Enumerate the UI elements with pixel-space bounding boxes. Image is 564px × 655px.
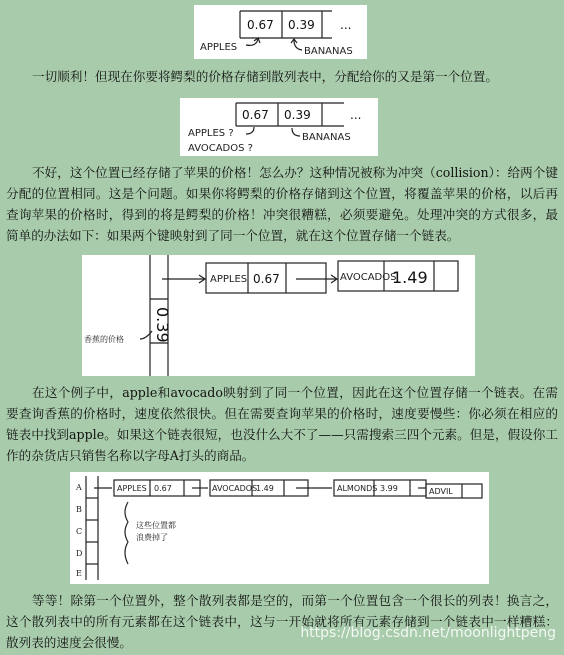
slot-value-1: 0.67 [242, 108, 269, 122]
row-label-d: D [76, 549, 83, 558]
figure-long-list [70, 472, 489, 584]
node3-key: ALMONDS [337, 484, 378, 493]
linked-list-diagram [82, 255, 475, 376]
hash-table-diagram-2 [180, 98, 378, 156]
paragraph-1: 一切顺利！但现在你要将鳄梨的价格存储到散列表中，分配给你的又是第一个位置。 [32, 69, 498, 84]
wasted-note-line1: 这些位置都 [136, 521, 176, 530]
slot-value-vertical: 0.39 [153, 307, 172, 343]
node1-key: APPLES [210, 274, 248, 285]
paragraph-3: 在这个例子中，apple和avocado映射到了同一个位置，因此在这个位置存储一个链表。在需要查询香蕉的价格时，速度依然很快。但在需要查询苹果的价格时，速度要慢些：你必须在相应的链表中找到apple。如果这个链表很短，也没什么大不了——只需搜索三四个元素。但是，假设你工作的杂货店只销售名称以字母A打头的商品。 [6, 385, 558, 463]
label-apples: APPLES ? [188, 128, 234, 139]
label-bananas: BANANAS [304, 46, 353, 57]
label-avocados: AVOCADOS ? [188, 143, 253, 154]
wasted-note-line2: 浪费掉了 [136, 533, 168, 542]
node2-key: AVOCADOS [212, 484, 258, 493]
watermark: https://blog.csdn.net/moonlightpeng [300, 625, 556, 641]
row-label-b: B [76, 505, 82, 514]
figure-apples-bananas [194, 5, 367, 59]
row-label-e: E [76, 569, 82, 578]
label-apples: APPLES [200, 42, 238, 53]
hash-table-diagram-1 [194, 5, 367, 59]
node1-value: 0.67 [154, 484, 172, 493]
figure-linked-list [82, 255, 475, 376]
node1-value: 0.67 [253, 272, 280, 286]
row-label-a: A [76, 483, 82, 492]
ellipsis: ... [340, 18, 352, 32]
paragraph-2: 不好，这个位置已经存储了苹果的价格！怎么办？这种情况被称为冲突（collision）：给两个键分配的位置相同。这是个问题。如果你将鳄梨的价格存储到这个位置，将覆盖苹果的价格，以后再查询苹果的价格时，得到的将是鳄梨的价格！冲突很糟糕，必须要避免。处理冲突的方式很多，最简单的办法如下：如果两个键映射到了同一个位置，就在这个位置存储一个链表。 [6, 165, 558, 243]
node1-key: APPLES [117, 484, 147, 493]
slot-value-2: 0.39 [288, 18, 315, 32]
ellipsis: ... [350, 108, 362, 122]
row-label-c: C [76, 527, 83, 536]
slot-value-2: 0.39 [284, 108, 311, 122]
node2-key: AVOCADOS [340, 272, 397, 283]
node2-value: 1.49 [392, 268, 428, 287]
node3-value: 3.99 [380, 484, 398, 493]
slot-value-1: 0.67 [247, 18, 274, 32]
paragraph-4: 等等！除第一个位置外，整个散列表都是空的，而第一个位置包含一个很长的列表！换言之，这个散列表中的所有元素都在这个链表中，这与一开始就将所有元素存储到一个链表中一样糟糕：散列表的速度会很慢。 [6, 593, 558, 650]
label-bananas: BANANAS [302, 132, 351, 143]
figure-apples-avocados [180, 98, 378, 156]
banana-price-caption: 香蕉的价格 [84, 335, 124, 344]
node4-key: ADVIL [429, 487, 453, 496]
long-list-diagram [70, 472, 489, 584]
node2-value: 1.49 [256, 484, 274, 493]
